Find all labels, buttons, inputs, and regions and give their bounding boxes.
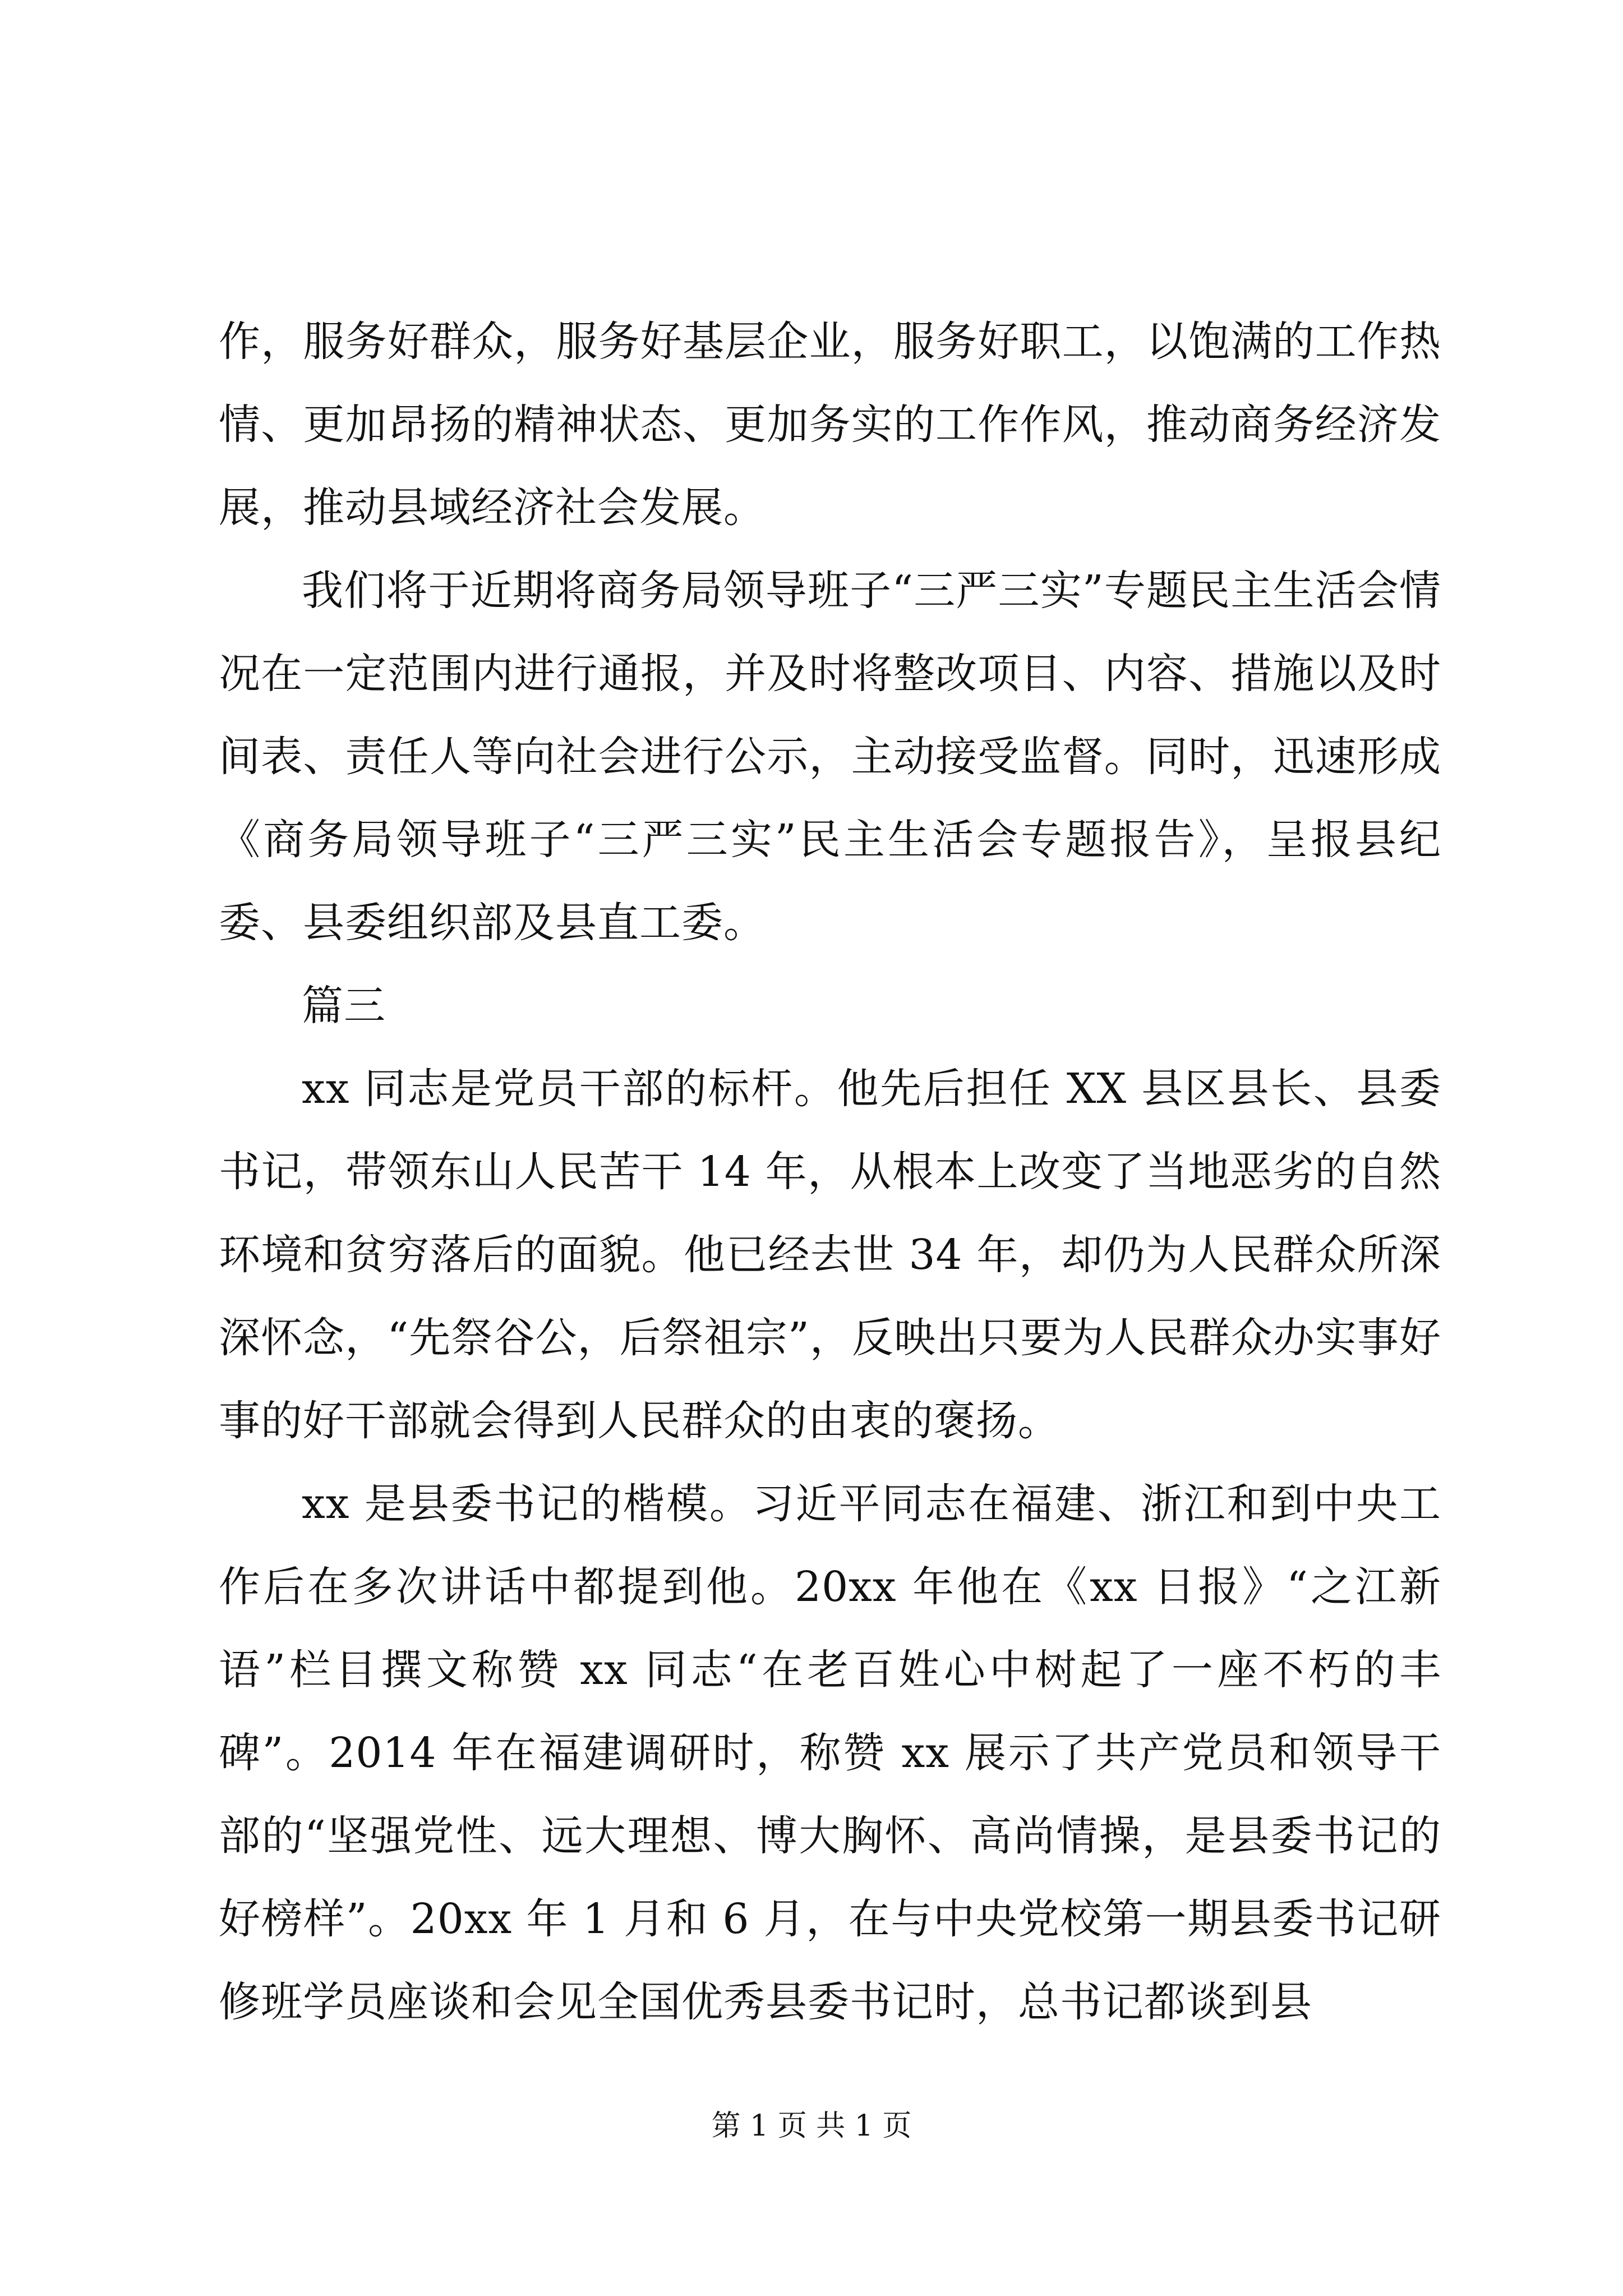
paragraph-role-model: xx 同志是党员干部的标杆。他先后担任 XX 县区县长、县委书记，带领东山人民苦干 14 年，从根本上改变了当地恶劣的自然环境和贫穷落后的面貌。他已经去世 34 年，却仍为人民群众所深深怀念，“先祭谷公，后祭祖宗”，反映出只要为人民群众办实事好事的好干部就会得到人民群众的由衷的褒扬。 [219,1065,1441,1445]
paragraph-report-notice: 我们将于近期将商务局领导班子“三严三实”专题民主生活会情况在一定范围内进行通报，并及时将整改项目、内容、措施以及时间表、责任人等向社会进行公示，主动接受监督。同时，迅速形成《商务局领导班子“三严三实”民主生活会专题报告》，呈报县纪委、县委组织部及县直工委。 [219,567,1441,947]
page-footer: 第 1 页 共 1 页 [711,2109,912,2143]
paragraph-county-secretary: xx 是县委书记的楷模。习近平同志在福建、浙江和到中央工作后在多次讲话中都提到他。20xx 年他在《xx 日报》“之江新语”栏目撰文称赞 xx 同志“在老百姓心中树起了一座不朽的丰碑”。2014 年在福建调研时，称赞 xx 展示了共产党员和领导干部的“坚强党性、远大理想、博大胸怀、高尚情操，是县委书记的好榜样”。20xx 年 1 月和 6 月，在与中央党校第一期县委书记研修班学员座谈和会见全国优秀县委书记时，总书记都谈到县 [219,1480,1442,2026]
section-heading: 篇三 [302,982,386,1030]
document-body [219,300,1441,2044]
paragraph-continuation: 作，服务好群众，服务好基层企业，服务好职工，以饱满的工作热情、更加昂扬的精神状态、更加务实的工作作风，推动商务经济发展，推动县域经济社会发展。 [219,318,1441,532]
